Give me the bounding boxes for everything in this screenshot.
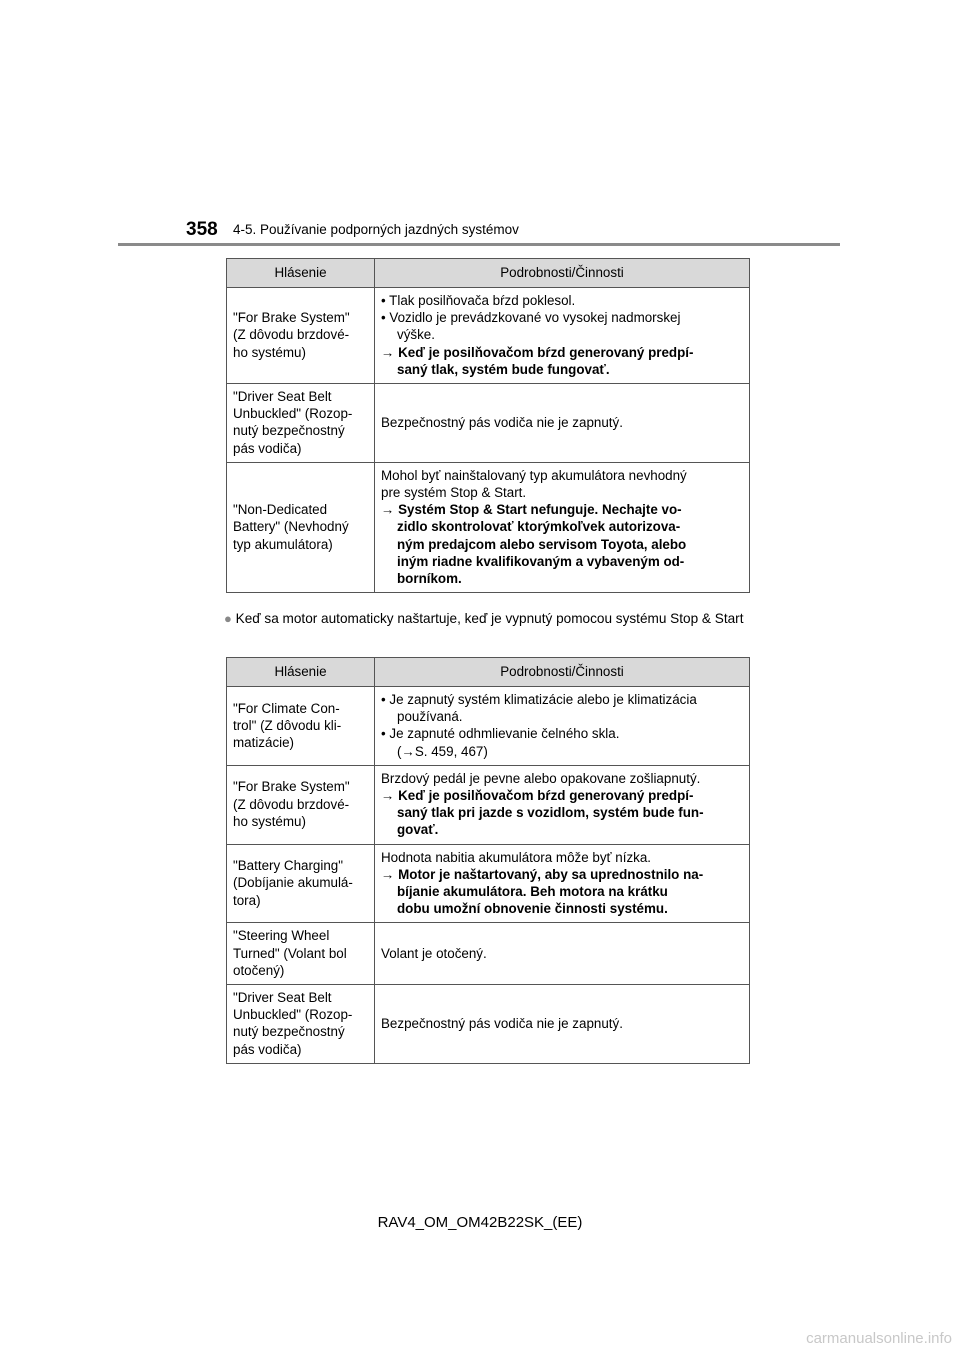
table-row: [227, 765, 750, 844]
details-line: iným riadne kvalifikovaným a vybaveným od-: [397, 553, 685, 569]
message-line: Unbuckled" (Rozop-: [233, 406, 353, 422]
column-header-details: Podrobnosti/Činnosti: [375, 259, 750, 288]
message-line: otočený): [233, 962, 285, 978]
details-line: dobu umožní obnovenie činnosti systému.: [397, 901, 668, 917]
details-line: bíjanie akumulátora. Beh motora na krátku: [397, 884, 668, 900]
details-cell: [375, 687, 750, 766]
details-line: borníkom.: [397, 571, 462, 587]
table-row: [227, 687, 750, 766]
details-cell: [375, 923, 750, 985]
column-header-details: Podrobnosti/Činnosti: [375, 658, 750, 687]
message-cell: [227, 923, 375, 985]
message-line: "Battery Charging": [233, 858, 343, 874]
message-cell: [227, 765, 375, 844]
message-line: pás vodiča): [233, 440, 302, 456]
details-cell: [375, 462, 750, 592]
table-row: [227, 923, 750, 985]
message-line: nutý bezpečnostný: [233, 423, 345, 439]
details-line: → Motor je naštartovaný, aby sa uprednostnilo na-: [381, 866, 704, 882]
details-cell: [375, 765, 750, 844]
details-cell: [375, 985, 750, 1064]
message-line: typ akumulátora): [233, 536, 333, 552]
message-line: Unbuckled" (Rozop-: [233, 1007, 353, 1023]
message-line: "For Climate Con-: [233, 700, 340, 716]
message-cell: [227, 844, 375, 923]
message-line: nutý bezpečnostný: [233, 1024, 345, 1040]
details-line: používaná.: [397, 709, 463, 725]
details-line: zidlo skontrolovať ktorýmkoľvek autorizova-: [397, 519, 681, 535]
bullet-paragraph: [224, 609, 752, 628]
message-line: (Z dôvodu brzdové-: [233, 327, 350, 343]
details-line: Brzdový pedál je pevne alebo opakovane zošliapnutý.: [381, 770, 701, 786]
details-cell: [375, 384, 750, 463]
message-line: trol" (Z dôvodu kli-: [233, 717, 342, 733]
messages-table-1: [226, 258, 750, 593]
details-line: ným predajcom alebo servisom Toyota, alebo: [397, 536, 687, 552]
details-line: výške.: [397, 327, 435, 343]
details-line: saný tlak, systém bude fungovať.: [397, 361, 610, 377]
message-cell: [227, 985, 375, 1064]
details-line: (→S. 459, 467): [397, 743, 488, 759]
details-line: saný tlak pri jazde s vozidlom, systém bude fun-: [397, 805, 704, 821]
details-line: • Vozidlo je prevádzkované vo vysokej nadmorskej: [381, 310, 681, 326]
message-line: "Driver Seat Belt: [233, 990, 332, 1006]
message-cell: [227, 687, 375, 766]
details-line: Volant je otočený.: [381, 945, 487, 961]
message-cell: [227, 384, 375, 463]
table-row: [227, 288, 750, 384]
details-line: Mohol byť nainštalovaný typ akumulátora nevhodný: [381, 467, 687, 483]
details-line: govať.: [397, 822, 439, 838]
details-line: → Systém Stop & Start nefunguje. Nechajte vo-: [381, 502, 682, 518]
message-line: "For Brake System": [233, 310, 350, 326]
message-line: Turned" (Volant bol: [233, 945, 347, 961]
header-divider: [118, 243, 840, 246]
details-line: Bezpečnostný pás vodiča nie je zapnutý.: [381, 414, 623, 430]
bullet-dot-icon: ●: [224, 611, 232, 626]
message-line: tora): [233, 892, 261, 908]
table-row: [227, 985, 750, 1064]
message-line: pás vodiča): [233, 1041, 302, 1057]
message-line: "Driver Seat Belt: [233, 389, 332, 405]
column-header-message: Hlásenie: [227, 259, 375, 288]
column-header-message: Hlásenie: [227, 658, 375, 687]
table-header-row: [227, 658, 750, 687]
details-line: Hodnota nabitia akumulátora môže byť nízka.: [381, 849, 652, 865]
watermark: carmanualsonline.info: [806, 1330, 952, 1347]
message-line: ho systému): [233, 813, 306, 829]
details-line: • Tlak posilňovača bŕzd poklesol.: [381, 293, 576, 308]
details-line: Bezpečnostný pás vodiča nie je zapnutý.: [381, 1015, 623, 1031]
message-cell: [227, 462, 375, 592]
message-line: (Dobíjanie akumulá-: [233, 875, 353, 891]
table-row: [227, 844, 750, 923]
table-row: [227, 384, 750, 463]
table-row: [227, 462, 750, 592]
details-line: → Keď je posilňovačom bŕzd generovaný predpí-: [381, 344, 694, 360]
footer-code: RAV4_OM_OM42B22SK_(EE): [377, 1214, 583, 1231]
message-line: Battery" (Nevhodný: [233, 519, 349, 535]
bullet-text: Keď sa motor automaticky naštartuje, keď je vypnutý pomocou systému Stop & Start: [235, 611, 744, 626]
message-line: matizácie): [233, 735, 295, 750]
message-line: (Z dôvodu brzdové-: [233, 796, 350, 812]
page-number: 358: [186, 219, 218, 240]
message-line: "Non-Dedicated: [233, 502, 328, 518]
messages-table-2: [226, 657, 750, 1064]
details-line: • Je zapnuté odhmlievanie čelného skla.: [381, 726, 620, 742]
table-header-row: [227, 259, 750, 288]
details-cell: [375, 844, 750, 923]
message-line: "For Brake System": [233, 779, 350, 795]
details-line: pre systém Stop & Start.: [381, 485, 527, 501]
details-line: → Keď je posilňovačom bŕzd generovaný predpí-: [381, 788, 694, 804]
section-title: 4-5. Používanie podporných jazdných systémov: [233, 222, 519, 237]
message-line: "Steering Wheel: [233, 928, 330, 944]
message-cell: [227, 288, 375, 384]
details-line: • Je zapnutý systém klimatizácie alebo je klimatizácia: [381, 692, 697, 707]
message-line: ho systému): [233, 344, 306, 360]
details-cell: [375, 288, 750, 384]
